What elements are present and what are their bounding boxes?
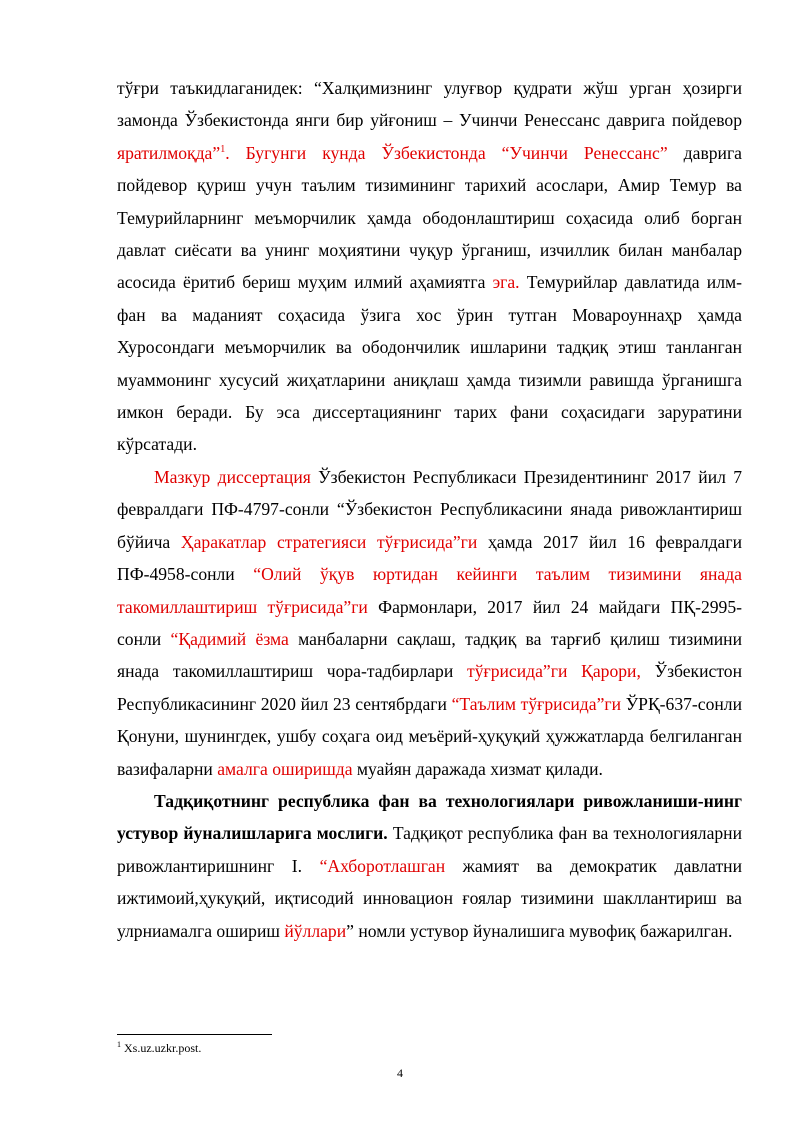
highlighted-phrase: “Ахборотлашган [319,855,446,876]
document-body [117,72,742,947]
paragraph-2-text-4: манбаларни сақлаш, тадқиқ ва тарғиб қилиш тизимини янада такомиллаштириш чора-тадбирлари [117,628,742,682]
paragraph-2-text-3: Фармонлари, 2017 йил 24 майдаги ПҚ-2995-сонли [117,596,742,649]
paragraph-3 [117,785,742,947]
highlighted-phrase: тўғрисида”ги Қарори, [467,661,641,682]
highlighted-phrase: амалга оширишда [217,758,353,779]
paragraph-3-text-1: Тадқиқот республика фан ва технологияларни ривожлантиришнинг I. [117,823,743,876]
paragraph-2-text-6: ЎРҚ-637-сонли Қонуни, шунингдек, ушбу соҳага оид меъёрий-ҳуқуқий ҳужжатларда белгиланган вазифаларни [117,693,743,779]
highlighted-phrase: . Бугунги кунда Ўзбекистонда “Учинчи Ренессанс” [225,142,668,163]
footnote-text: Xs.uz.uzkr.post. [121,1041,202,1055]
highlighted-phrase: “Қадимий ёзма [170,628,289,649]
paragraph-1-text-1: тўғри таъкидлаганидек: “Халқимизнинг улуғвор қудрати жўш урган ҳозирги замонда Ўзбекистонда янги бир уйғониш – Учинчи Ренессанс даврига пойдевор [117,78,742,131]
paragraph-2-text-2: ҳамда 2017 йил 16 февралдаги ПФ-4958-сонли [117,531,743,585]
highlighted-phrase: “Олий ўқув юртидан кейинги таълим тизимини янада такомиллаштириш тўғрисида”ги [117,564,742,617]
section-heading: Тадқиқотнинг республика фан ва технологиялари ривожланиши-нинг устувор йуналишларига мослиги. [117,790,742,844]
footnote-reference: 1 [220,143,226,155]
paragraph-1-text-3: Темурийлар давлатида илм-фан ва маданият соҳасида ўзига хос ўрин тутган Мовароуннаҳр ҳамда Хуросондаги меъморчилик ва ободончилик ишларини тадқиқ этиш танланган муаммонинг хусусий жиҳатларини аниқлаш ҳамда тизимли равишда ўрганишга имкон беради. Бу эса диссертациянинг тарих фани соҳасидаги заруратини кўрсатади. [117,272,742,455]
paragraph-2-text-1: Ўзбекистон Республикаси Президентининг 2017 йил 7 февралдаги ПФ-4797-сонли “Ўзбекистон Республикасини янада ривожлантириш бўйича [117,466,743,552]
paragraph-3-text-3: ” номли устувор йуналишига мувофиқ бажарилган. [346,920,733,941]
paragraph-3-text-2: жамият ва демократик давлатни ижтимоий,ҳукуқий, иқтисодий инновацион ғоялар тизимини шакллантириш ва улрниамалга ошириш [117,855,742,941]
paragraph-1 [117,72,742,461]
highlighted-phrase: яратилмоқда” [117,142,221,163]
page-number: 4 [397,1066,403,1080]
highlighted-phrase: “Таълим тўғрисида”ги [451,693,622,714]
highlighted-phrase: йўллари [284,920,347,941]
highlighted-phrase: Мазкур диссертация [154,466,311,487]
footnote-number: 1 [117,1040,121,1049]
paragraph-1-text-2: даврига пойдевор қуриш учун таълим тизимининг тарихий асослари, Амир Темур ва Темурийларнинг меъморчилик ҳамда ободонлаштириш соҳасида олиб борган давлат сиёсати ва унинг моҳиятини чуқур ўрганиш, изчиллик билан манбалар асосида ёритиб бериш муҳим илмий аҳамиятга [117,142,742,293]
highlighted-phrase: эга. [492,272,520,293]
footnote [117,1040,201,1056]
highlighted-phrase: Ҳаракатлар стратегияси тўғрисида”ги [180,531,478,552]
paragraph-2-text-7: муайян даражада хизмат қилади. [352,758,603,779]
paragraph-2-text-5: Ўзбекистон Республикасининг 2020 йил 23 сентябрдаги [117,661,742,714]
footnote-separator [117,1034,272,1035]
paragraph-2 [117,461,742,785]
